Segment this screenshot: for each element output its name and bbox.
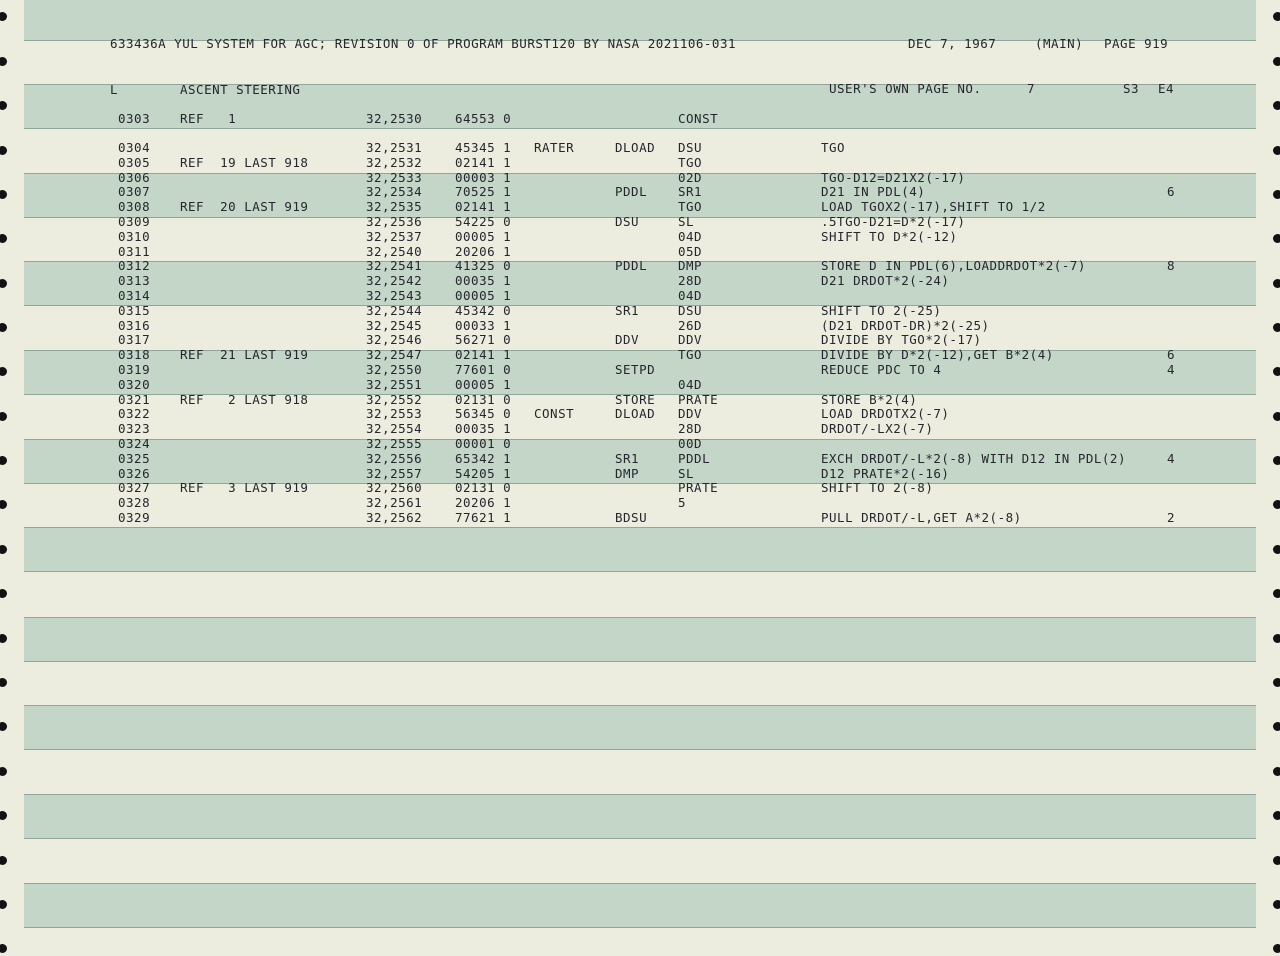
comment-field: REDUCE PDC TO 4	[821, 362, 942, 377]
listing-row	[0, 171, 1280, 186]
address-field: 32,2540	[366, 243, 423, 259]
comment-field: STORE B*2(4)	[821, 391, 918, 407]
tractor-hole	[0, 57, 7, 66]
operand-field: SL	[678, 214, 695, 229]
operand-field: TGO	[678, 347, 703, 363]
operand-field: TGO	[678, 154, 703, 170]
octal-word: 20206 1	[455, 243, 512, 259]
tractor-hole	[0, 722, 7, 731]
address-field: 32,2545	[366, 317, 423, 333]
ref-field: REF 21 LAST 919	[180, 347, 309, 363]
comment-field: D12 PRATE*2(-16)	[821, 465, 950, 481]
address-field: 32,2544	[366, 302, 423, 318]
band-rule	[24, 128, 1256, 129]
line-number: 0328	[118, 495, 151, 511]
column-e: E4	[1158, 81, 1175, 96]
address-field: 32,2552	[366, 391, 423, 407]
address-field: 32,2530	[366, 111, 423, 126]
address-field: 32,2531	[366, 140, 423, 155]
operand-field: PDDL	[678, 450, 711, 466]
tractor-hole	[0, 900, 7, 909]
listing-row	[0, 289, 1280, 304]
octal-word: 00005 1	[455, 288, 512, 303]
comment-field: .5TGO-D21=D*2(-17)	[821, 214, 966, 229]
listing-row	[0, 304, 1280, 319]
listing-row	[0, 422, 1280, 437]
line-number: 0305	[118, 154, 151, 170]
operand-field: DMP	[678, 258, 703, 274]
address-field: 32,2561	[366, 495, 423, 511]
line-number: 0320	[118, 376, 151, 392]
line-number: 0324	[118, 436, 151, 451]
opcode-field: DLOAD	[615, 406, 656, 422]
listing-date: DEC 7, 1967	[908, 36, 997, 51]
listing-row	[0, 496, 1280, 511]
opcode-field: DDV	[615, 332, 640, 348]
listing-row	[0, 259, 1280, 274]
listing-section: (MAIN)	[1035, 36, 1084, 51]
operand-field: 28D	[678, 421, 703, 437]
comment-field: D21 DRDOT*2(-24)	[821, 273, 950, 289]
comment-field: D21 IN PDL(4)	[821, 184, 926, 200]
line-number: 0311	[118, 243, 151, 259]
octal-word: 64553 0	[455, 111, 512, 126]
operand-field: 04D	[678, 228, 703, 244]
line-number: 0307	[118, 184, 151, 200]
opcode-field: SETPD	[615, 362, 656, 377]
listing-row	[0, 141, 1280, 156]
line-number: 0312	[118, 258, 151, 274]
listing-row	[0, 407, 1280, 422]
comment-field: TGO-D12=D21X2(-17)	[821, 169, 966, 185]
line-number: 0326	[118, 465, 151, 481]
comment-field: PULL DRDOT/-L,GET A*2(-8)	[821, 510, 1022, 525]
opcode-field: DLOAD	[615, 140, 656, 155]
listing-row	[0, 378, 1280, 393]
tractor-hole	[0, 12, 7, 21]
line-number: 0308	[118, 199, 151, 215]
address-field: 32,2556	[366, 450, 423, 466]
pdl-flag: 6	[1167, 347, 1176, 363]
operand-field: 00D	[678, 436, 703, 451]
octal-word: 00001 0	[455, 436, 512, 451]
tractor-hole	[1273, 856, 1280, 865]
tractor-hole	[0, 678, 7, 687]
operand-field: SR1	[678, 184, 703, 200]
opcode-field: SR1	[615, 450, 640, 466]
address-field: 32,2554	[366, 421, 423, 437]
label-field: RATER	[534, 140, 575, 155]
tractor-hole	[0, 944, 7, 953]
octal-word: 77601 0	[455, 362, 512, 377]
band-rule	[24, 527, 1256, 528]
octal-word: 41325 0	[455, 258, 512, 274]
pdl-flag: 6	[1167, 184, 1176, 200]
users-page-label: USER'S OWN PAGE NO.	[829, 81, 982, 96]
listing-row	[0, 156, 1280, 171]
operand-field: DDV	[678, 406, 703, 422]
tractor-hole	[0, 856, 7, 865]
address-field: 32,2543	[366, 288, 423, 303]
band-rule	[24, 571, 1256, 572]
tractor-hole	[1273, 944, 1280, 953]
address-field: 32,2536	[366, 214, 423, 229]
comment-field: DIVIDE BY TGO*2(-17)	[821, 332, 982, 348]
listing-row	[0, 511, 1280, 526]
octal-word: 45342 0	[455, 302, 512, 318]
operand-field: CONST	[678, 111, 719, 126]
listing-row	[0, 333, 1280, 348]
listing-row	[0, 274, 1280, 289]
octal-word: 77621 1	[455, 510, 512, 525]
ref-field: REF 20 LAST 919	[180, 199, 309, 215]
opcode-field: BDSU	[615, 510, 648, 525]
band-rule	[24, 705, 1256, 706]
address-field: 32,2542	[366, 273, 423, 289]
listing-row	[0, 215, 1280, 230]
tractor-hole	[1273, 900, 1280, 909]
octal-word: 02141 1	[455, 154, 512, 170]
ref-field: REF 3 LAST 919	[180, 480, 309, 496]
pdl-flag: 4	[1167, 450, 1176, 466]
address-field: 32,2553	[366, 406, 423, 422]
comment-field: STORE D IN PDL(6),LOADDRDOT*2(-7)	[821, 258, 1086, 274]
address-field: 32,2541	[366, 258, 423, 274]
line-number: 0323	[118, 421, 151, 437]
listing-title: 633436A YUL SYSTEM FOR AGC; REVISION 0 OF PROGRAM BURST120 BY NASA 2021106-031	[110, 36, 736, 51]
line-number: 0314	[118, 288, 151, 303]
comment-field: EXCH DRDOT/-L*2(-8) WITH D12 IN PDL(2)	[821, 450, 1126, 466]
band-rule	[24, 883, 1256, 884]
octal-word: 45345 1	[455, 140, 512, 155]
tractor-hole	[1273, 589, 1280, 598]
address-field: 32,2532	[366, 154, 423, 170]
band-rule	[24, 661, 1256, 662]
line-number: 0315	[118, 302, 151, 318]
comment-field: (D21 DRDOT-DR)*2(-25)	[821, 317, 990, 333]
operand-field: 04D	[678, 288, 703, 303]
opcode-field: PDDL	[615, 258, 648, 274]
pdl-flag: 4	[1167, 362, 1176, 377]
listing-page: PAGE 919	[1104, 36, 1169, 51]
comment-field: SHIFT TO 2(-25)	[821, 302, 942, 318]
line-number: 0303	[118, 111, 151, 126]
tractor-hole	[1273, 57, 1280, 66]
band-rule	[24, 617, 1256, 618]
operand-field: 02D	[678, 169, 703, 185]
address-field: 32,2533	[366, 169, 423, 185]
comment-field: TGO	[821, 140, 846, 155]
band-rule	[24, 838, 1256, 839]
pdl-flag: 2	[1167, 510, 1176, 525]
operand-field: 05D	[678, 243, 703, 259]
octal-word: 02141 1	[455, 347, 512, 363]
opcode-field: STORE	[615, 391, 656, 407]
comment-field: DIVIDE BY D*2(-12),GET B*2(4)	[821, 347, 1054, 363]
line-number: 0318	[118, 347, 151, 363]
tractor-hole	[0, 811, 7, 820]
log-section-marker: L	[110, 82, 119, 97]
listing-row	[0, 230, 1280, 245]
tractor-hole	[0, 545, 7, 554]
line-number: 0321	[118, 391, 151, 407]
label-field: CONST	[534, 406, 575, 422]
band-rule	[24, 927, 1256, 928]
address-field: 32,2547	[366, 347, 423, 363]
tractor-hole	[0, 634, 7, 643]
line-number: 0317	[118, 332, 151, 348]
line-number: 0310	[118, 228, 151, 244]
octal-word: 00005 1	[455, 376, 512, 392]
line-number: 0319	[118, 362, 151, 377]
listing-row	[0, 481, 1280, 496]
address-field: 32,2557	[366, 465, 423, 481]
listing-row	[0, 393, 1280, 408]
operand-field: SL	[678, 465, 695, 481]
tractor-hole	[0, 589, 7, 598]
listing-row	[0, 363, 1280, 378]
tractor-hole	[1273, 545, 1280, 554]
octal-word: 02131 0	[455, 391, 512, 407]
operand-field: PRATE	[678, 391, 719, 407]
operand-field: TGO	[678, 199, 703, 215]
green-band	[24, 705, 1256, 749]
tractor-hole	[1273, 767, 1280, 776]
octal-word: 56345 0	[455, 406, 512, 422]
ref-field: REF 2 LAST 918	[180, 391, 309, 407]
octal-word: 56271 0	[455, 332, 512, 348]
octal-word: 54205 1	[455, 465, 512, 481]
operand-field: DDV	[678, 332, 703, 348]
address-field: 32,2534	[366, 184, 423, 200]
tractor-hole	[1273, 101, 1280, 110]
comment-field: SHIFT TO D*2(-12)	[821, 228, 958, 244]
octal-word: 65342 1	[455, 450, 512, 466]
address-field: 32,2551	[366, 376, 423, 392]
comment-field: LOAD TGOX2(-17),SHIFT TO 1/2	[821, 199, 1046, 215]
opcode-field: DSU	[615, 214, 640, 229]
listing-row	[0, 245, 1280, 260]
address-field: 32,2562	[366, 510, 423, 525]
line-number: 0322	[118, 406, 151, 422]
listing-row	[0, 200, 1280, 215]
band-rule	[24, 749, 1256, 750]
octal-word: 00003 1	[455, 169, 512, 185]
octal-word: 20206 1	[455, 495, 512, 511]
octal-word: 00033 1	[455, 317, 512, 333]
ref-field: REF 1	[180, 111, 237, 126]
line-number: 0306	[118, 169, 151, 185]
operand-field: 28D	[678, 273, 703, 289]
column-s: S3	[1123, 81, 1140, 96]
ref-field: REF 19 LAST 918	[180, 154, 309, 170]
address-field: 32,2537	[366, 228, 423, 244]
line-number: 0304	[118, 140, 151, 155]
listing-row	[0, 467, 1280, 482]
line-number: 0313	[118, 273, 151, 289]
address-field: 32,2535	[366, 199, 423, 215]
line-number: 0309	[118, 214, 151, 229]
green-band	[24, 883, 1256, 927]
opcode-field: SR1	[615, 302, 640, 318]
listing-row	[0, 112, 1280, 127]
green-band	[24, 0, 1256, 40]
users-page-number: 7	[1027, 81, 1036, 96]
octal-word: 02131 0	[455, 480, 512, 496]
listing-row	[0, 437, 1280, 452]
operand-field: DSU	[678, 302, 703, 318]
listing-row	[0, 348, 1280, 363]
address-field: 32,2550	[366, 362, 423, 377]
octal-word: 70525 1	[455, 184, 512, 200]
line-number: 0316	[118, 317, 151, 333]
tractor-hole	[1273, 722, 1280, 731]
operand-field: 04D	[678, 376, 703, 392]
tractor-hole	[1273, 12, 1280, 21]
address-field: 32,2555	[366, 436, 423, 451]
comment-field: SHIFT TO 2(-8)	[821, 480, 934, 496]
band-rule	[24, 794, 1256, 795]
comment-field: LOAD DRDOTX2(-7)	[821, 406, 950, 422]
address-field: 32,2560	[366, 480, 423, 496]
pdl-flag: 8	[1167, 258, 1176, 274]
octal-word: 00005 1	[455, 228, 512, 244]
comment-field: DRDOT/-LX2(-7)	[821, 421, 934, 437]
green-band	[24, 617, 1256, 661]
line-number: 0325	[118, 450, 151, 466]
listing-row	[0, 185, 1280, 200]
listing-row	[0, 319, 1280, 334]
operand-field: 26D	[678, 317, 703, 333]
octal-word: 54225 0	[455, 214, 512, 229]
tractor-hole	[1273, 678, 1280, 687]
tractor-hole	[0, 101, 7, 110]
tractor-hole	[1273, 634, 1280, 643]
opcode-field: DMP	[615, 465, 640, 481]
tractor-hole	[1273, 811, 1280, 820]
section-heading: ASCENT STEERING	[180, 82, 301, 97]
operand-field: PRATE	[678, 480, 719, 496]
line-number: 0329	[118, 510, 151, 525]
line-number: 0327	[118, 480, 151, 496]
address-field: 32,2546	[366, 332, 423, 348]
opcode-field: PDDL	[615, 184, 648, 200]
green-band	[24, 527, 1256, 571]
operand-field: DSU	[678, 140, 703, 155]
octal-word: 00035 1	[455, 273, 512, 289]
octal-word: 00035 1	[455, 421, 512, 437]
octal-word: 02141 1	[455, 199, 512, 215]
tractor-hole	[0, 767, 7, 776]
operand-field: 5	[678, 495, 687, 511]
green-band	[24, 794, 1256, 838]
listing-row	[0, 452, 1280, 467]
